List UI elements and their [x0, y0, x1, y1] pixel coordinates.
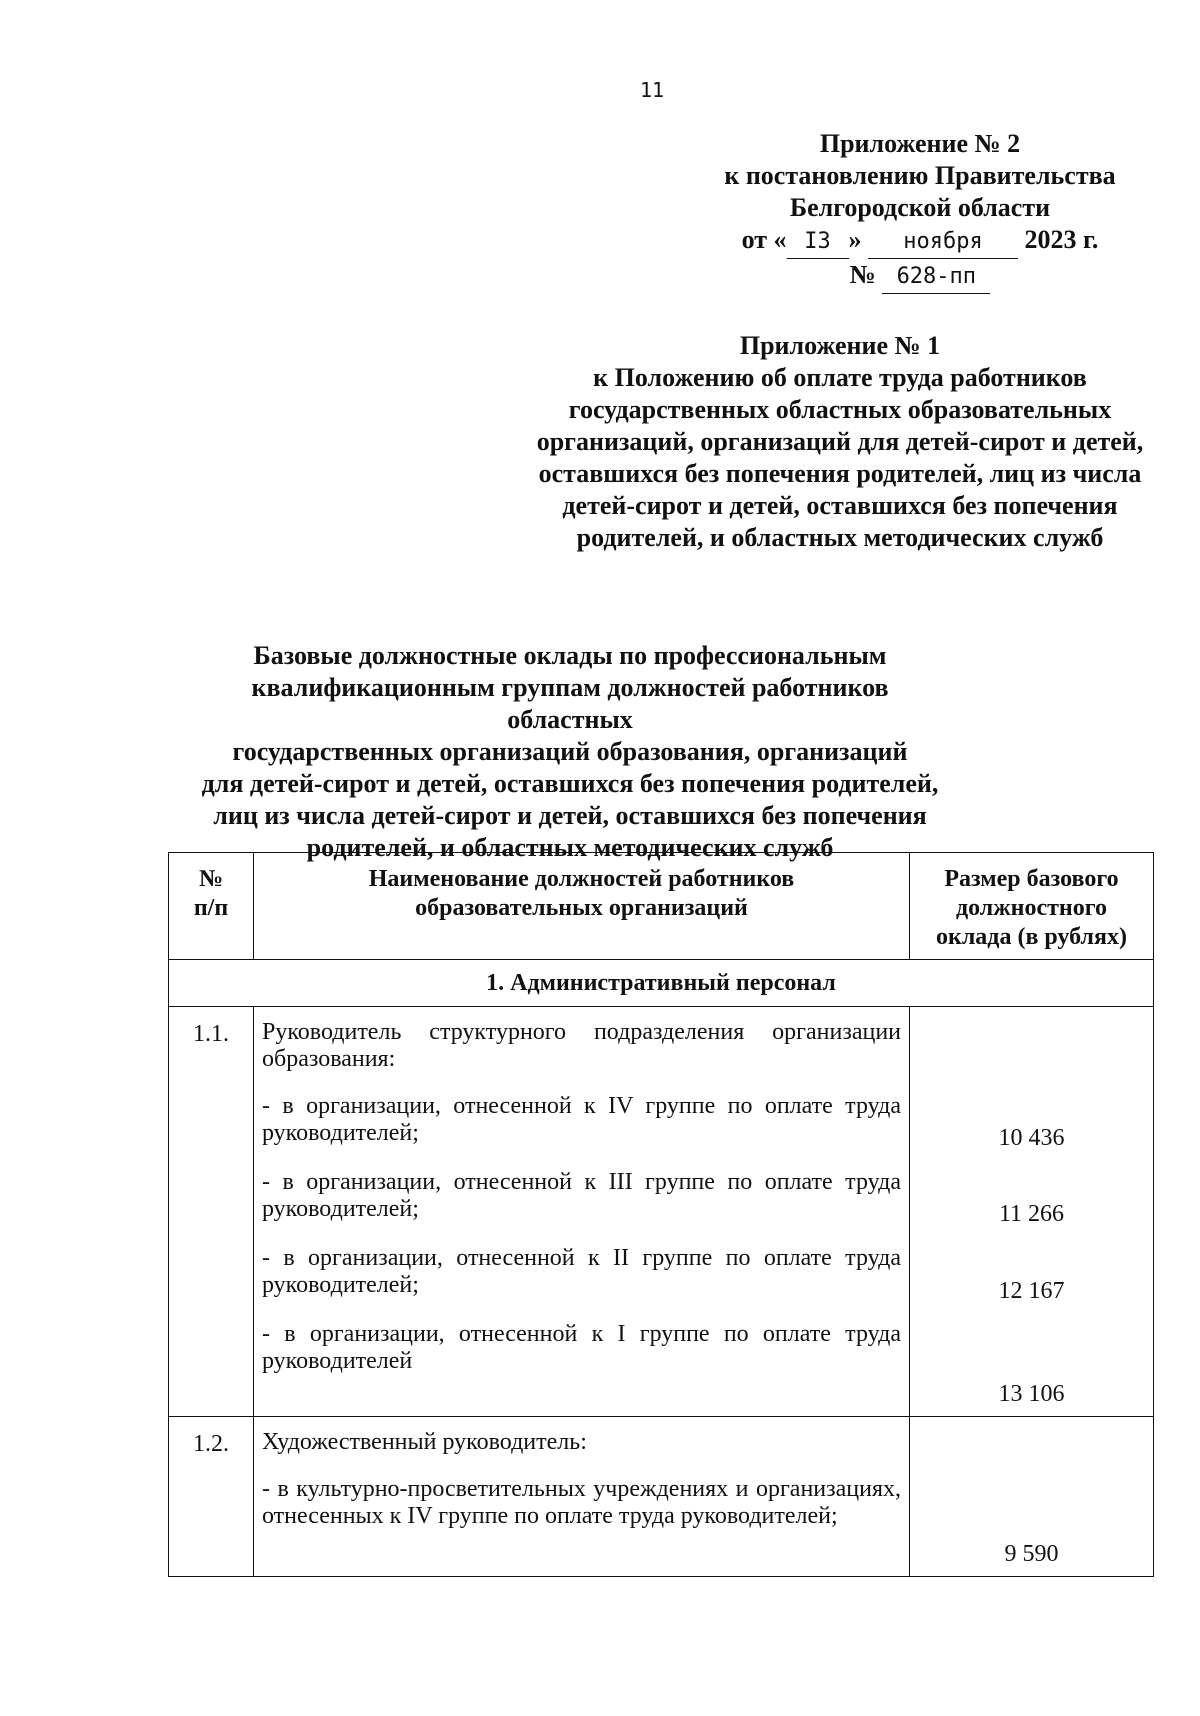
row-number: 1.1.: [169, 1007, 254, 1417]
date-day: I3: [787, 226, 849, 259]
appendix-2-line2: к постановлению Правительства: [724, 161, 1116, 190]
number-value: 628-пп: [882, 261, 990, 294]
appendix-1-line: организаций, организаций для детей-сирот и детей,: [536, 427, 1144, 456]
item-heading: Руководитель структурного подразделения организации образования:: [262, 1019, 901, 1072]
row-values: [910, 1417, 1154, 1577]
date-mid: »: [848, 225, 862, 254]
header-size: Размер базового должностного оклада (в рублях): [910, 853, 1154, 960]
table-row: [169, 1417, 1154, 1577]
salary-table: [168, 852, 1154, 1577]
appendix-1-line: детей-сирот и детей, оставшихся без попечения: [562, 491, 1118, 520]
row-values: [910, 1007, 1154, 1417]
appendix-1-line: родителей, и областных методических служб: [576, 523, 1104, 552]
salary-value: 9 590: [1004, 1541, 1059, 1567]
appendix-2-number-line: [700, 259, 1140, 294]
item-heading: Художественный руководитель:: [262, 1429, 587, 1455]
date-prefix: от «: [741, 225, 787, 254]
title-line: квалификационным группам должностей работников областных: [251, 673, 889, 734]
row-number: 1.2.: [169, 1417, 254, 1577]
appendix-2-title: Приложение № 2: [819, 129, 1021, 158]
appendix-2-date-line: [700, 224, 1140, 259]
page-number: 11: [640, 78, 665, 102]
salary-value: 12 167: [998, 1278, 1065, 1304]
section-row: [169, 960, 1154, 1007]
item-subitem: - в организации, отнесенной к III группе по оплате труда руководителей;: [262, 1169, 901, 1222]
appendix-1-header: [520, 330, 1160, 554]
header-num: № п/п: [169, 853, 254, 960]
table-header-row: [169, 853, 1154, 960]
salary-value: 11 266: [998, 1201, 1065, 1227]
table-row: [169, 1007, 1154, 1417]
date-year: 2023 г.: [1024, 225, 1099, 254]
item-subitem: - в организации, отнесенной к IV группе по оплате труда руководителей;: [262, 1093, 901, 1146]
title-line: родителей, и областных методических служб: [306, 833, 834, 862]
date-month: ноября: [868, 226, 1018, 259]
document-title: [200, 640, 940, 864]
title-line: лиц из числа детей-сирот и детей, оставшихся без попечения: [213, 801, 927, 830]
item-subitem: - в организации, отнесенной к I группе по оплате труда руководителей: [262, 1321, 901, 1374]
item-subitem: - в культурно-просветительных учреждениях и организациях, отнесенных к IV группе по оплате труда руководителей;: [262, 1476, 901, 1529]
header-name: Наименование должностей работников образовательных организаций: [254, 853, 910, 960]
salary-value: 13 106: [998, 1381, 1065, 1407]
title-line: государственных организаций образования, организаций: [232, 737, 908, 766]
appendix-2-header: [700, 128, 1140, 294]
title-line: Базовые должностные оклады по профессиональным: [253, 641, 887, 670]
row-name: [254, 1007, 910, 1417]
number-prefix: №: [849, 260, 876, 289]
appendix-1-line: Приложение № 1: [739, 331, 941, 360]
appendix-1-line: оставшихся без попечения родителей, лиц из числа: [538, 459, 1142, 488]
salary-value: 10 436: [998, 1125, 1065, 1151]
appendix-1-line: государственных областных образовательных: [568, 395, 1112, 424]
appendix-1-line: к Положению об оплате труда работников: [593, 363, 1087, 392]
item-subitem: - в организации, отнесенной к II группе по оплате труда руководителей;: [262, 1245, 901, 1298]
title-line: для детей-сирот и детей, оставшихся без попечения родителей,: [201, 769, 939, 798]
row-name: [254, 1417, 910, 1577]
appendix-2-line3: Белгородской области: [789, 193, 1051, 222]
section-title: 1. Административный персонал: [169, 960, 1154, 1007]
